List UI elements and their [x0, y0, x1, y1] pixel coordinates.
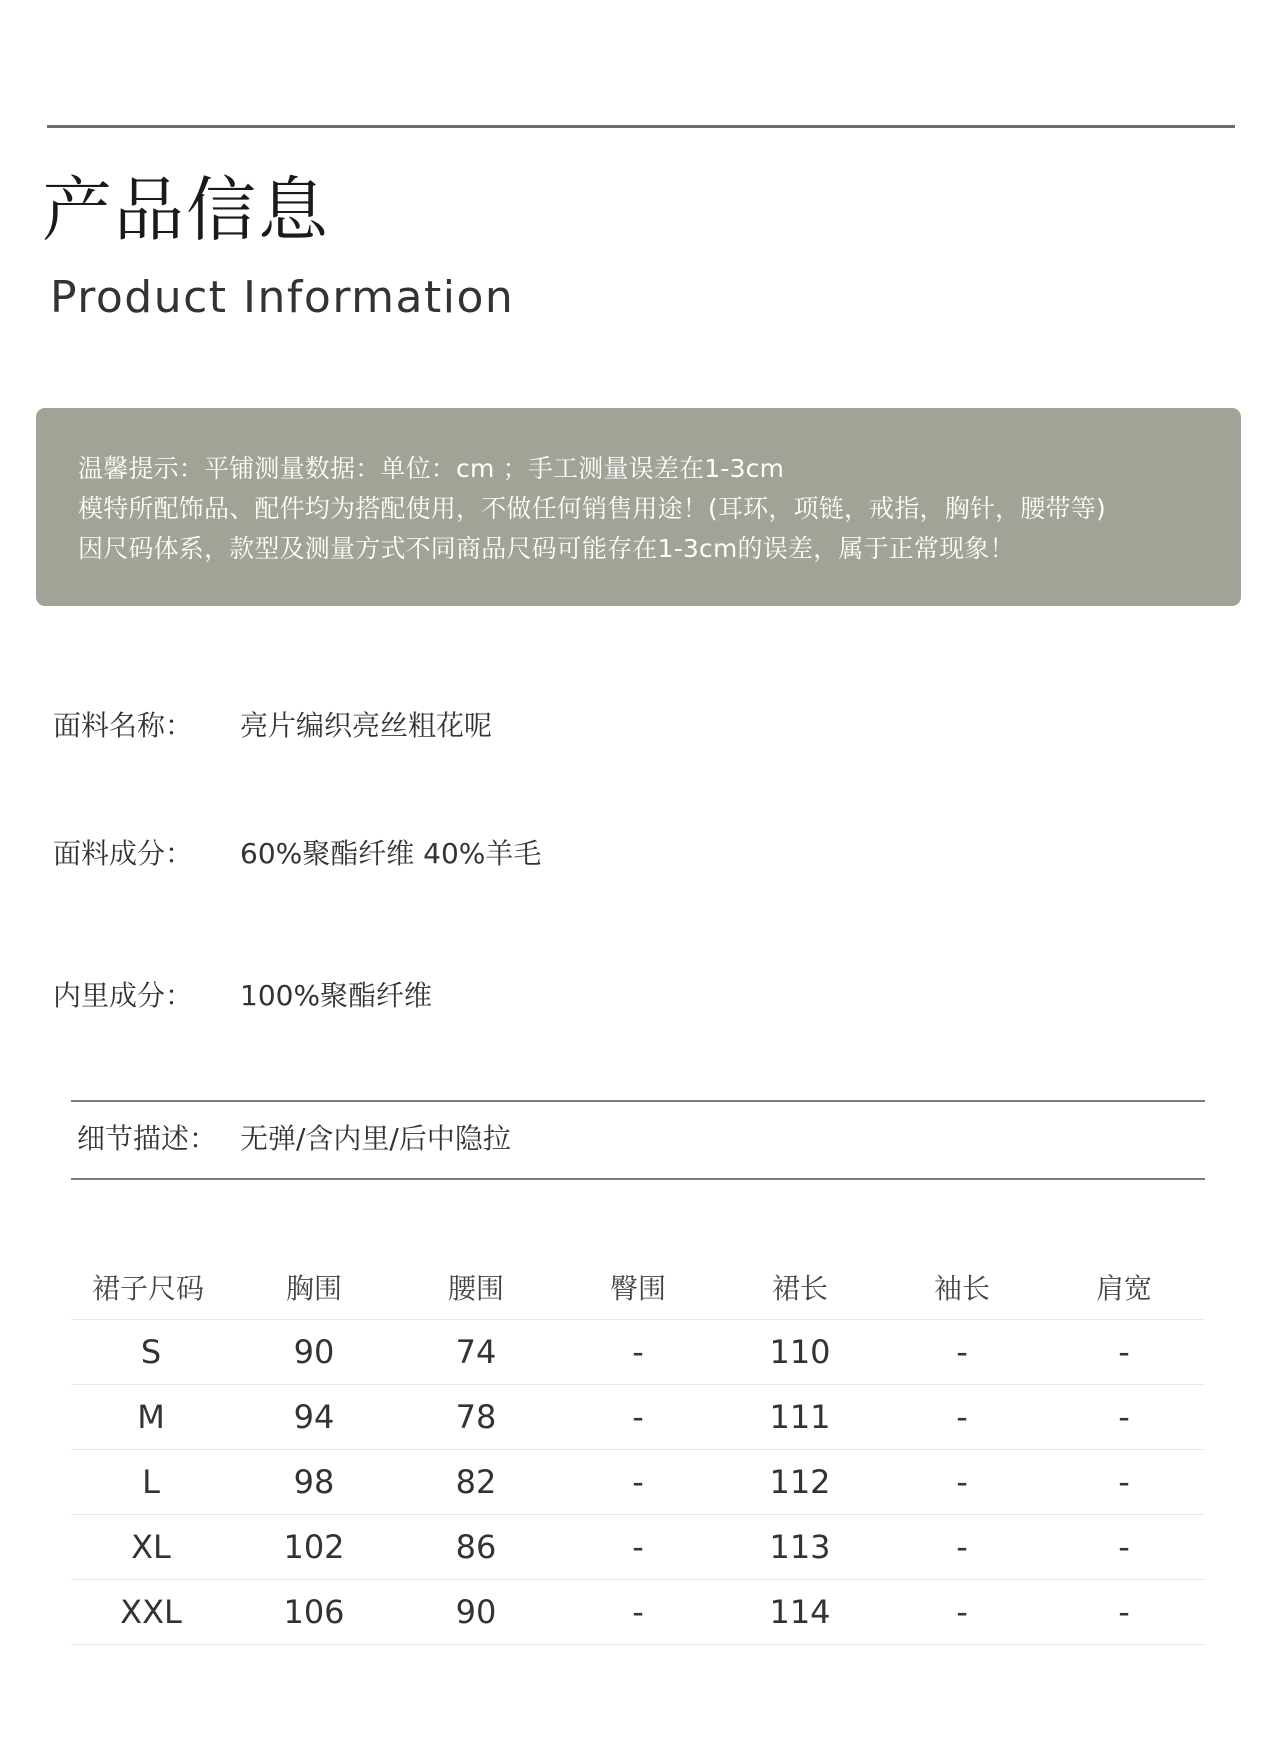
- page-subtitle: Product Information: [50, 272, 515, 323]
- size-cell: [71, 1450, 233, 1515]
- table-cell: 111: [719, 1385, 881, 1450]
- details-label: 细节描述：: [77, 1122, 218, 1155]
- notice-line: 模特所配饰品、配件均为搭配使用，不做任何销售用途！(耳环，项链，戒指，胸针，腰带等): [78, 494, 1106, 523]
- table-cell: 78: [395, 1385, 557, 1450]
- table-cell: -: [1043, 1320, 1205, 1385]
- table-row: [71, 1515, 1205, 1580]
- table-cell: -: [1043, 1580, 1205, 1645]
- header-sleeve-length: 袖长: [881, 1255, 1043, 1320]
- size-cell: [71, 1515, 233, 1580]
- size-label: XXL: [120, 1593, 182, 1631]
- fabric-name-label: 面料名称：: [53, 709, 194, 742]
- fabric-name-value: 亮片编织亮丝粗花呢: [240, 709, 493, 742]
- header-shoulder-width: 肩宽: [1043, 1255, 1205, 1320]
- table-cell: 90: [233, 1320, 395, 1385]
- size-cell: [71, 1320, 233, 1385]
- table-cell: -: [1043, 1450, 1205, 1515]
- fabric-composition-row: [53, 834, 541, 874]
- lining-composition-label: 内里成分：: [53, 979, 194, 1012]
- table-cell: 98: [233, 1450, 395, 1515]
- table-cell: -: [881, 1385, 1043, 1450]
- table-cell: 113: [719, 1515, 881, 1580]
- details-row: [77, 1119, 511, 1159]
- lining-composition-row: [53, 976, 432, 1016]
- size-cell: [71, 1385, 233, 1450]
- table-cell: -: [1043, 1385, 1205, 1450]
- notice-line: 温馨提示：平铺测量数据：单位：cm ；手工测量误差在1-3cm: [78, 454, 785, 483]
- size-cell: [71, 1580, 233, 1645]
- table-cell: 86: [395, 1515, 557, 1580]
- size-table-header: [71, 1255, 1205, 1320]
- size-label: M: [137, 1398, 165, 1436]
- table-cell: -: [881, 1450, 1043, 1515]
- table-cell: -: [881, 1580, 1043, 1645]
- lining-composition-value: 100%聚酯纤维: [240, 979, 433, 1012]
- fabric-composition-label: 面料成分：: [53, 837, 194, 870]
- table-cell: 106: [233, 1580, 395, 1645]
- size-label: L: [142, 1463, 160, 1501]
- notice-box: [36, 408, 1241, 606]
- table-cell: 112: [719, 1450, 881, 1515]
- size-label: S: [140, 1333, 162, 1371]
- header-skirt-length: 裙长: [719, 1255, 881, 1320]
- details-top-divider: [71, 1100, 1205, 1102]
- table-cell: -: [557, 1580, 719, 1645]
- notice-line: 因尺码体系，款型及测量方式不同商品尺码可能存在1-3cm的误差，属于正常现象！: [78, 534, 1015, 563]
- table-cell: -: [557, 1320, 719, 1385]
- size-label: XL: [131, 1528, 171, 1566]
- size-table: [71, 1255, 1205, 1645]
- header-bust: 胸围: [233, 1255, 395, 1320]
- table-cell: -: [557, 1450, 719, 1515]
- page-title: 产品信息: [42, 169, 330, 251]
- header-size: 裙子尺码: [71, 1255, 233, 1320]
- table-cell: 74: [395, 1320, 557, 1385]
- table-cell: -: [1043, 1515, 1205, 1580]
- fabric-composition-value: 60%聚酯纤维 40%羊毛: [240, 837, 542, 870]
- table-row: [71, 1580, 1205, 1645]
- top-divider: [47, 125, 1235, 128]
- table-cell: 94: [233, 1385, 395, 1450]
- header-hip: 臀围: [557, 1255, 719, 1320]
- table-cell: -: [557, 1515, 719, 1580]
- table-cell: -: [881, 1320, 1043, 1385]
- table-cell: 114: [719, 1580, 881, 1645]
- table-row: [71, 1320, 1205, 1385]
- table-row: [71, 1450, 1205, 1515]
- details-bottom-divider: [71, 1178, 1205, 1180]
- table-cell: -: [557, 1385, 719, 1450]
- table-cell: -: [881, 1515, 1043, 1580]
- fabric-name-row: [53, 706, 492, 746]
- table-cell: 102: [233, 1515, 395, 1580]
- table-cell: 90: [395, 1580, 557, 1645]
- table-row: [71, 1385, 1205, 1450]
- details-value: 无弹/含内里/后中隐拉: [240, 1122, 511, 1155]
- table-cell: 82: [395, 1450, 557, 1515]
- header-waist: 腰围: [395, 1255, 557, 1320]
- table-cell: 110: [719, 1320, 881, 1385]
